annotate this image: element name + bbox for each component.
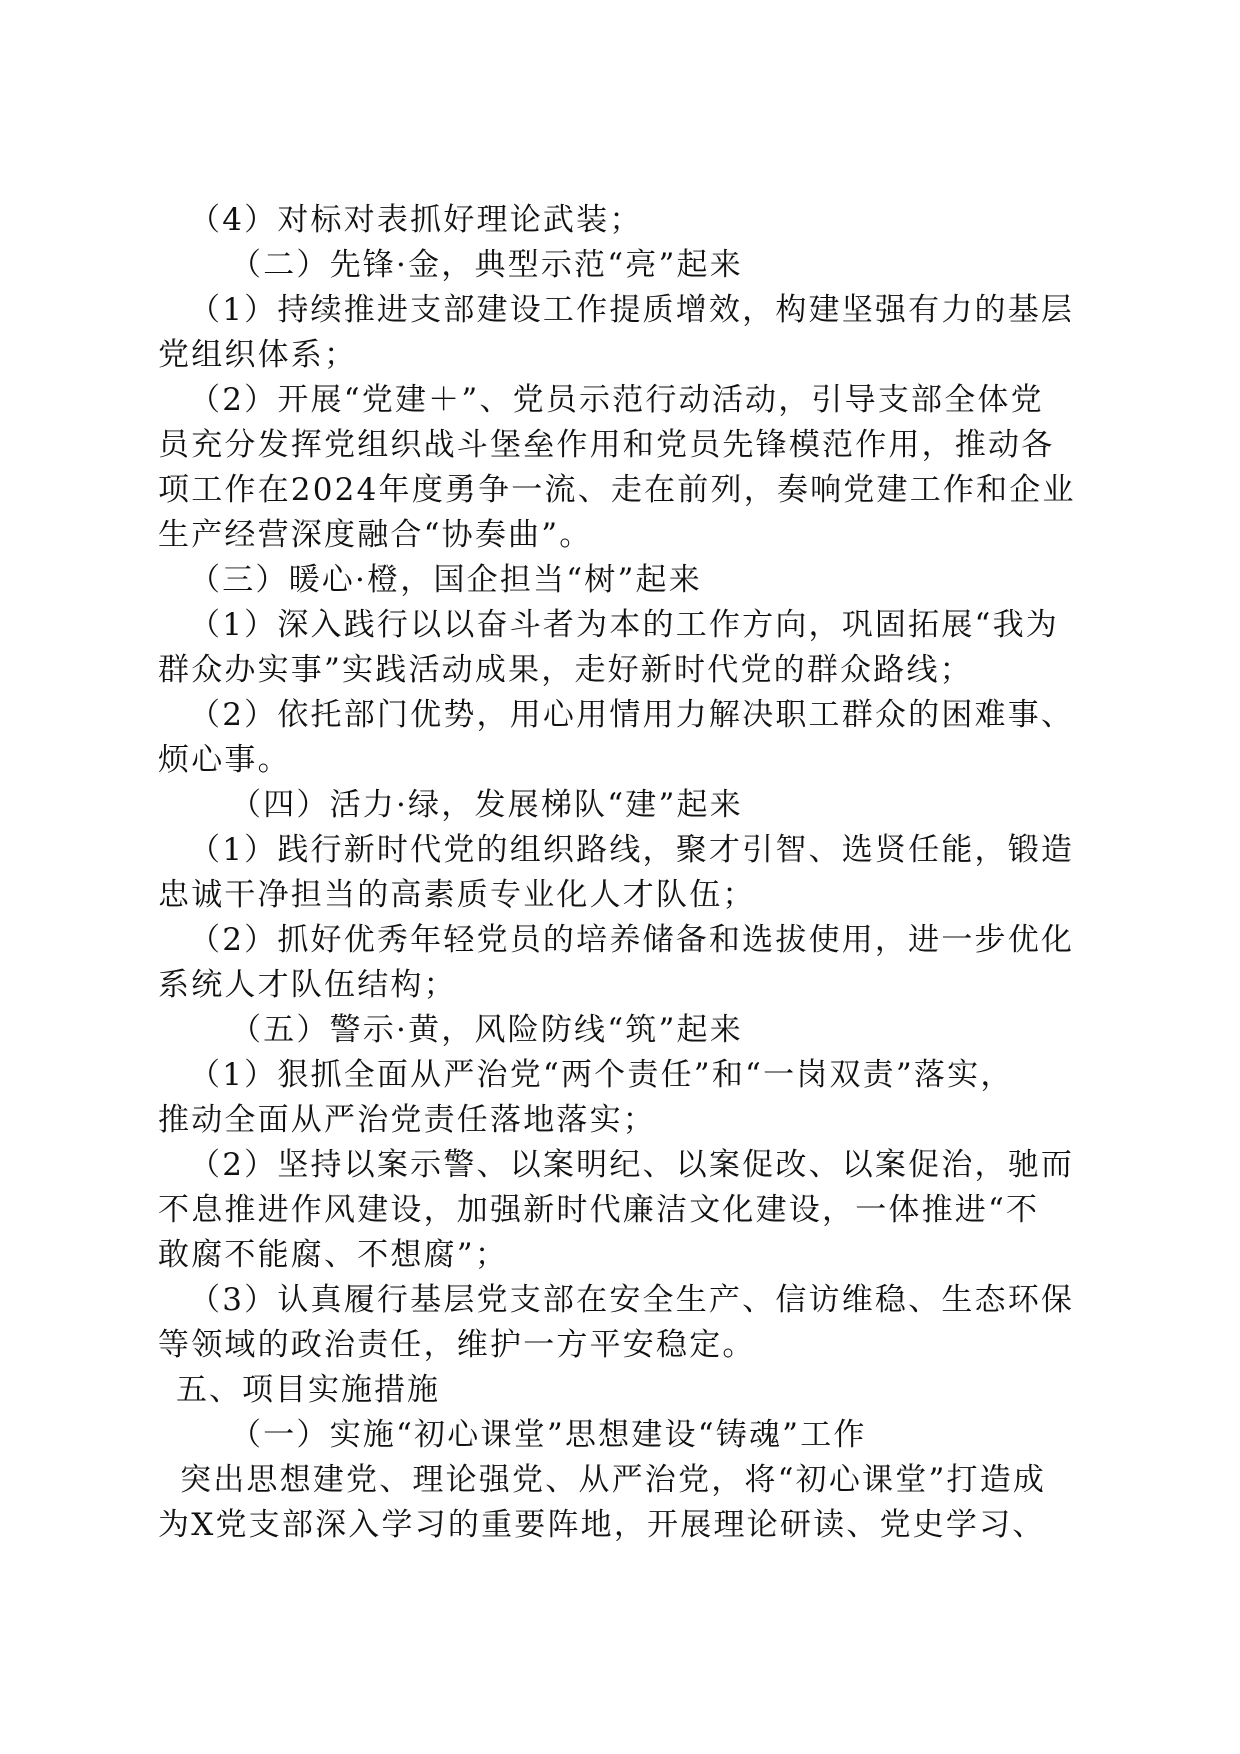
document-body	[158, 198, 1084, 1548]
subsection-heading	[158, 1008, 1084, 1053]
text-line: 员充分发挥党组织战斗堡垒作用和党员先锋模范作用，推动各	[158, 427, 1055, 463]
text-line: （2）坚持以案示警、以案明纪、以案促改、以案促治，驰而	[189, 1147, 1075, 1183]
text-line: （2）抓好优秀年轻党员的培养储备和选拔使用，进一步优化	[189, 922, 1075, 958]
subsection-heading	[158, 558, 1084, 603]
text-line: （二）先锋·金，典型示范“亮”起来	[230, 247, 743, 283]
text-line: 为X党支部深入学习的重要阵地，开展理论研读、党史学习、	[158, 1507, 1046, 1543]
list-item	[158, 1278, 1084, 1368]
subsection-heading	[158, 243, 1084, 288]
list-item	[158, 693, 1084, 783]
text-line: （五）警示·黄，风险防线“筑”起来	[230, 1012, 743, 1048]
list-item	[158, 288, 1084, 378]
text-line: （一）实施“初心课堂”思想建设“铸魂”工作	[230, 1417, 867, 1453]
list-item	[158, 918, 1084, 1008]
text-line: 烦心事。	[158, 742, 291, 778]
text-line: （1）深入践行以以奋斗者为本的工作方向，巩固拓展“我为	[189, 607, 1059, 643]
text-line: （1）持续推进支部建设工作提质增效，构建坚强有力的基层	[189, 292, 1075, 328]
body-paragraph	[158, 1458, 1084, 1548]
text-line: 推动全面从严治党责任落地落实；	[158, 1102, 656, 1138]
subsection-heading	[158, 783, 1084, 828]
list-item	[158, 603, 1084, 693]
text-line: （三）暖心·橙，国企担当“树”起来	[189, 562, 702, 598]
text-line: 敢腐不能腐、不想腐”；	[158, 1237, 509, 1273]
text-line: 群众办实事”实践活动成果，走好新时代党的群众路线；	[158, 652, 973, 688]
text-line: （1）狠抓全面从严治党“两个责任”和“一岗双责”落实，	[189, 1057, 1014, 1093]
list-item	[158, 198, 1084, 243]
section-heading	[158, 1368, 1084, 1413]
text-line: （4）对标对表抓好理论武装；	[189, 202, 643, 238]
list-item	[158, 1053, 1084, 1143]
list-item	[158, 828, 1084, 918]
text-line: 系统人才队伍结构；	[158, 967, 457, 1003]
list-item	[158, 1143, 1084, 1278]
text-line: （3）认真履行基层党支部在安全生产、信访维稳、生态环保	[189, 1282, 1075, 1318]
subsection-heading	[158, 1413, 1084, 1458]
text-line: 不息推进作风建设，加强新时代廉洁文化建设，一体推进“不	[158, 1192, 1040, 1228]
text-line: 忠诚干净担当的高素质专业化人才队伍；	[158, 877, 756, 913]
text-line: （四）活力·绿，发展梯队“建”起来	[230, 787, 743, 823]
list-item	[158, 378, 1084, 558]
text-line: 项工作在2024年度勇争一流、走在前列，奏响党建工作和企业	[158, 472, 1076, 508]
text-line: （2）开展“党建＋”、党员示范行动活动，引导支部全体党	[189, 382, 1044, 418]
text-line: 党组织体系；	[158, 337, 358, 373]
text-line: 等领域的政治责任，维护一方平安稳定。	[158, 1327, 756, 1363]
text-line: （1）践行新时代党的组织路线，聚才引智、选贤任能，锻造	[189, 832, 1075, 868]
text-line: 生产经营深度融合“协奏曲”。	[158, 517, 593, 553]
text-line: 突出思想建党、理论强党、从严治党，将“初心课堂”打造成	[180, 1462, 1047, 1498]
text-line: 五、项目实施措施	[176, 1372, 440, 1408]
text-line: （2）依托部门优势，用心用情用力解决职工群众的困难事、	[189, 697, 1075, 733]
